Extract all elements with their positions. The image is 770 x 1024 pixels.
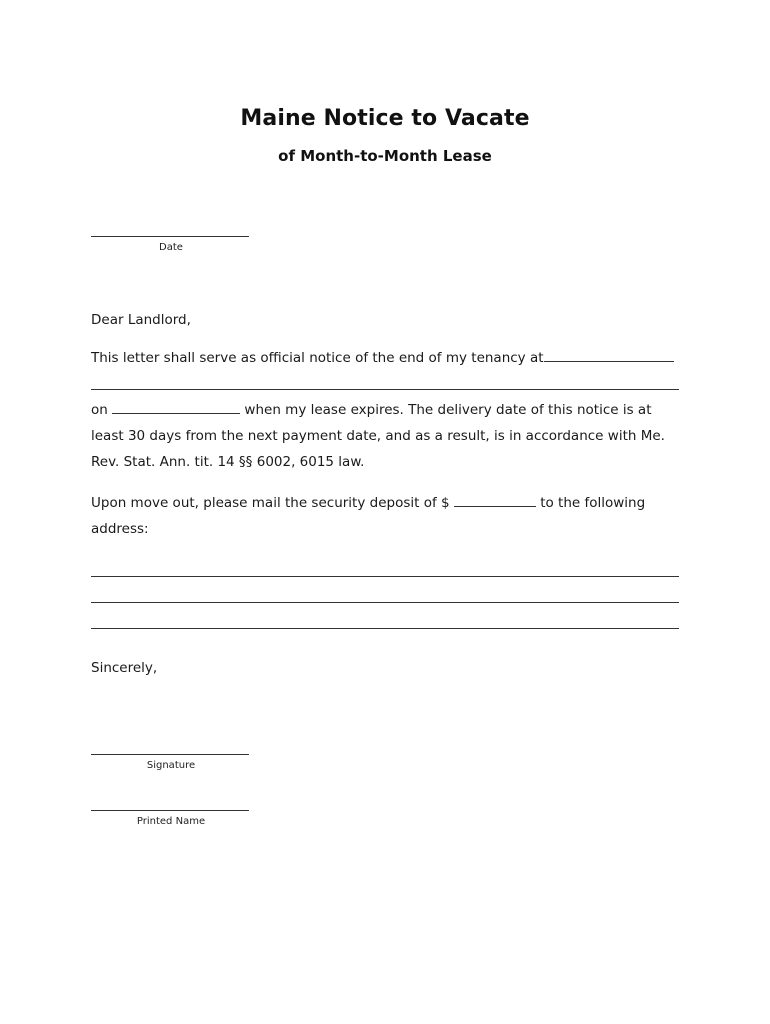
signature-caption: Signature (146, 760, 196, 771)
signature-blank[interactable] (91, 754, 249, 755)
date-blank[interactable] (91, 236, 249, 237)
lease-expiry-text: when my lease expires. The delivery date of this notice is at least 30 days from the next payment date, and as a result, is in accordance with Me. Rev. Stat. Ann. tit. 14 §§ 6002, 6015 law. (91, 402, 665, 470)
deposit-amount-blank[interactable] (454, 492, 536, 507)
forwarding-address-line-3[interactable] (91, 628, 679, 629)
document-subtitle: of Month-to-Month Lease (278, 147, 492, 165)
expiry-date-blank[interactable] (112, 399, 240, 414)
tenancy-notice-paragraph (91, 345, 681, 371)
date-caption: Date (159, 242, 183, 253)
address-blank-1[interactable] (544, 347, 674, 362)
on-text: on (91, 402, 108, 418)
deposit-paragraph (91, 490, 681, 542)
printed-name-blank[interactable] (91, 810, 249, 811)
closing: Sincerely, (91, 660, 158, 676)
lease-expiry-paragraph (91, 397, 681, 475)
address-blank-2[interactable] (91, 389, 679, 390)
address-request-text: to the following address: (91, 495, 646, 537)
printed-name-caption: Printed Name (136, 816, 206, 827)
forwarding-address-line-1[interactable] (91, 576, 679, 577)
forwarding-address-line-2[interactable] (91, 602, 679, 603)
deposit-text: Upon move out, please mail the security deposit of $ (91, 495, 450, 511)
salutation: Dear Landlord, (91, 312, 191, 328)
document-title: Maine Notice to Vacate (240, 106, 530, 131)
tenancy-text: This letter shall serve as official notice of the end of my tenancy at (91, 350, 544, 366)
